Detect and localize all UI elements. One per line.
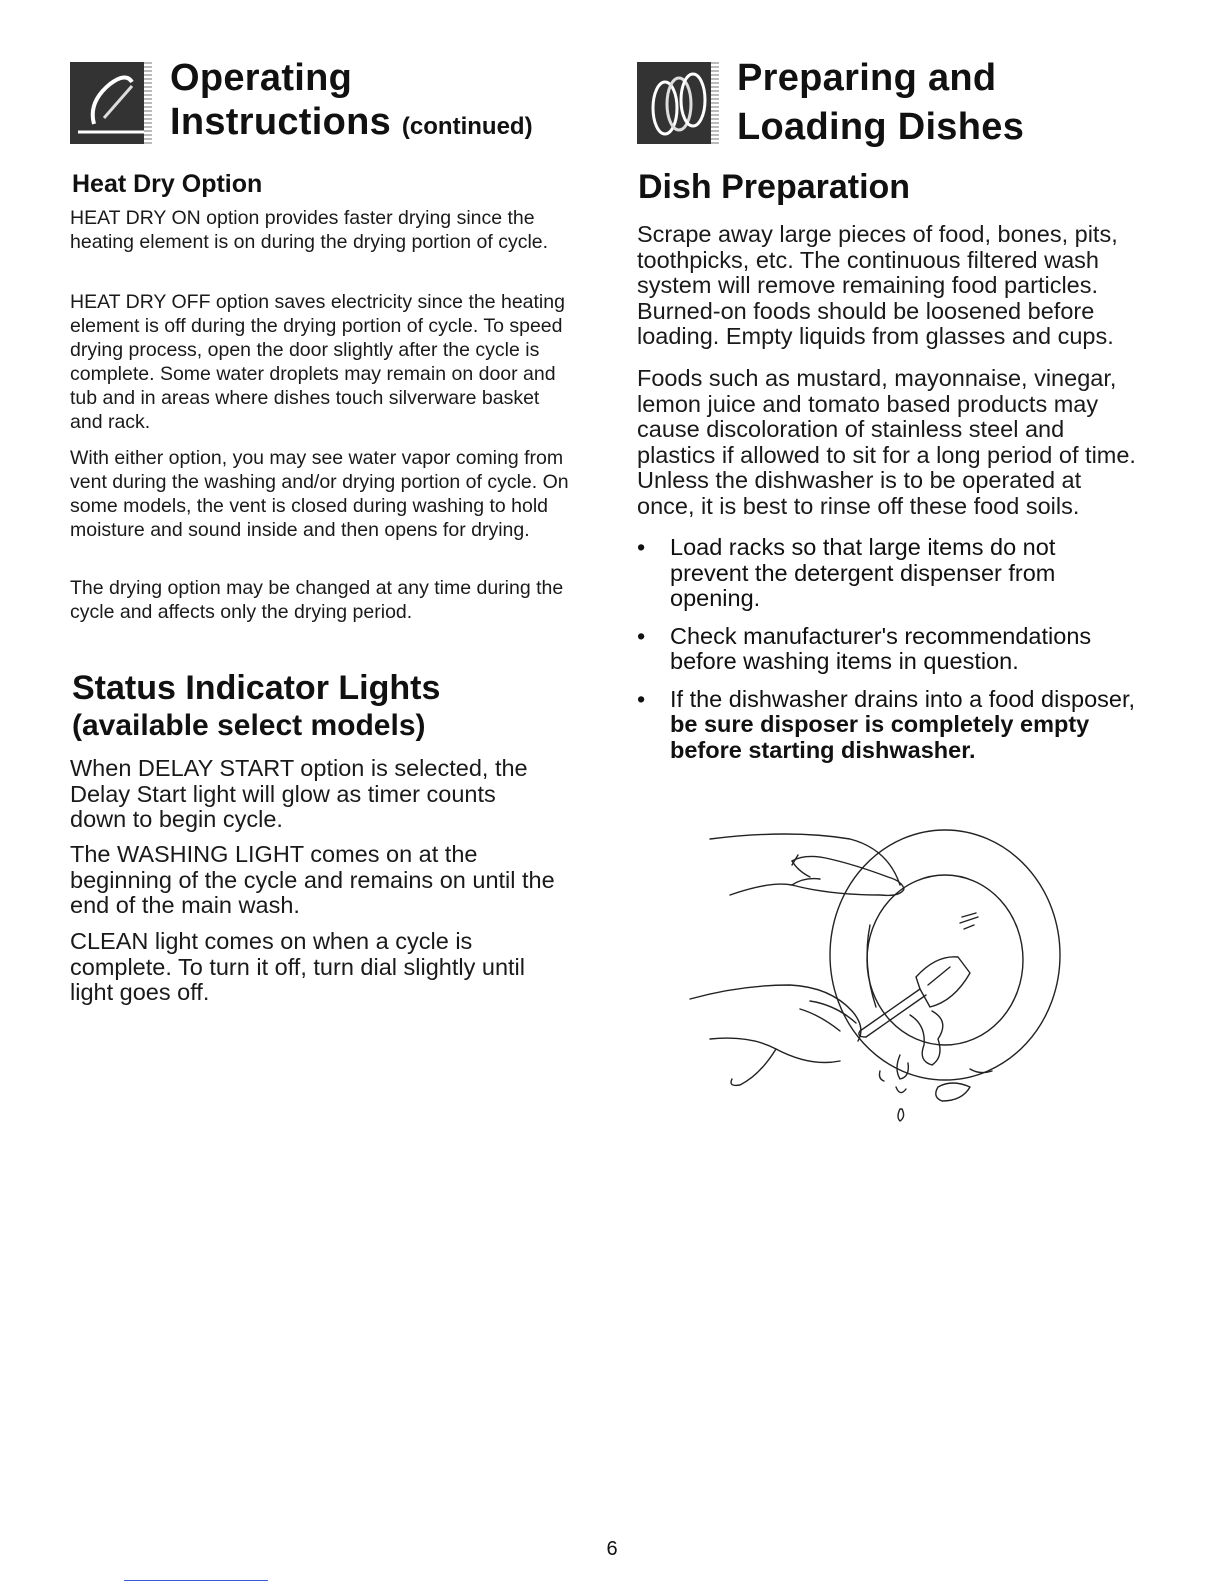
header-title-line2 <box>170 99 533 150</box>
status-lights-paragraph: The WASHING LIGHT comes on at the beginning of the cycle and remains on until the end of the main wash. <box>70 841 555 918</box>
dish-preparation-heading: Dish Preparation <box>638 168 911 206</box>
bullet-text: Check manufacturer's recommendations before washing items in question. <box>670 622 1092 674</box>
footer-rule <box>124 1580 268 1581</box>
status-lights-subheading: (available select models) <box>72 709 426 742</box>
heat-dry-paragraph: HEAT DRY OFF option saves electricity since the heating element is off during the drying portion of cycle. To speed drying process, open the door slightly after the cycle is complete. Some water droplets may remain on door and tub and in areas where dishes touch silverware basket and rack. <box>70 291 565 433</box>
heat-dry-heading: Heat Dry Option <box>72 170 263 198</box>
dishes-rack-icon <box>637 62 719 144</box>
page-number: 6 <box>606 1538 618 1560</box>
header-title-line1: Operating <box>170 57 353 99</box>
status-lights-paragraph: When DELAY START option is selected, the Delay Start light will glow as timer counts down to begin cycle. <box>70 755 528 832</box>
bullet-text: Load racks so that large items do not prevent the detergent dispenser from opening. <box>670 534 1056 611</box>
bullet-item <box>637 535 1137 612</box>
heat-dry-paragraph: The drying option may be changed at any time during the cycle and affects only the drying period. <box>70 577 564 623</box>
scraping-plate-illustration <box>680 825 1080 1125</box>
dish-prep-paragraph: Scrape away large pieces of food, bones, pits, toothpicks, etc. The continuous filtered wash system will remove remaining food particles. Burned-on foods should be loosened before loading. Empty liquids from glasses and cups. <box>637 221 1118 349</box>
dish-prep-paragraph: Foods such as mustard, mayonnaise, vinegar, lemon juice and tomato based products may cause discoloration of stainless steel and plastics if allowed to sit for a long period of time. Unless the dishwasher is to be operated at once, it is best to rinse off these food soils. <box>637 365 1136 519</box>
header-title-main: Instructions <box>170 101 392 143</box>
dishwasher-control-icon <box>70 62 152 144</box>
status-lights-heading: Status Indicator Lights <box>72 669 441 707</box>
bullet-item <box>637 687 1137 764</box>
bullet-text: If the dishwasher drains into a food disposer, <box>670 685 1136 712</box>
header-title-line2: Loading Dishes <box>737 106 1025 148</box>
dish-prep-bullets <box>637 535 1137 775</box>
bullet-item <box>637 624 1137 675</box>
heat-dry-paragraph: With either option, you may see water vapor coming from vent during the washing and/or drying portion of cycle. On some models, the vent is closed during washing to hold moisture and sound inside and then opens for drying. <box>70 447 569 541</box>
header-title-suffix: (continued) <box>401 113 533 140</box>
bullet-bold-text: be sure disposer is completely empty before starting dishwasher. <box>670 711 1090 763</box>
status-lights-paragraph: CLEAN light comes on when a cycle is complete. To turn it off, turn dial slightly until light goes off. <box>70 928 526 1005</box>
header-title-line1: Preparing and <box>737 57 997 99</box>
heat-dry-paragraph: HEAT DRY ON option provides faster drying since the heating element is on during the drying portion of cycle. <box>70 207 549 253</box>
